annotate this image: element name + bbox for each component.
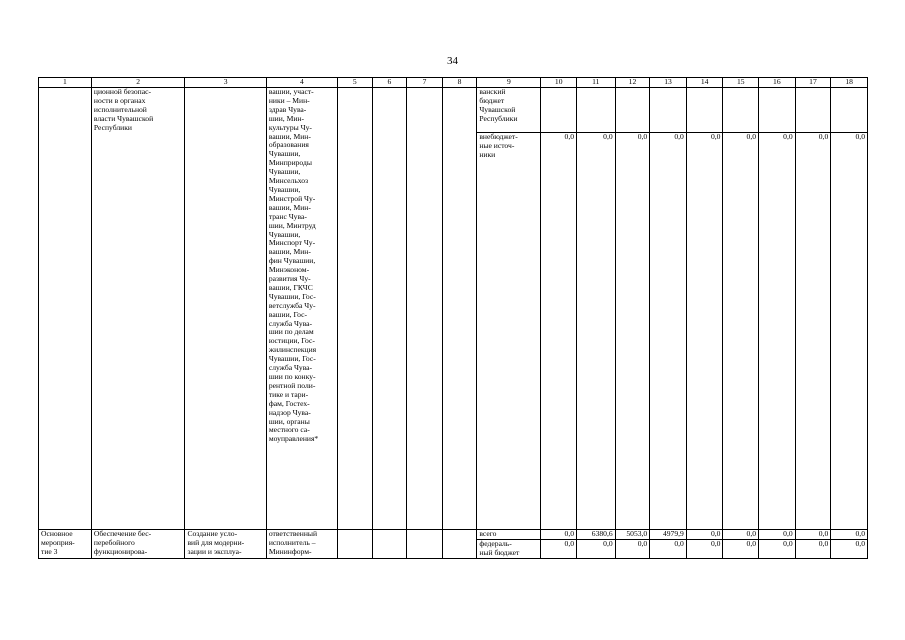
value-cell bbox=[541, 133, 577, 530]
value-cell bbox=[577, 88, 616, 133]
table-row bbox=[39, 530, 868, 540]
empty-cell bbox=[372, 530, 407, 559]
empty-cell bbox=[407, 530, 443, 559]
value-cell bbox=[686, 88, 723, 133]
value-cell bbox=[723, 88, 759, 133]
header-cell: 8 bbox=[442, 78, 477, 88]
empty-cell bbox=[442, 530, 477, 559]
header-cell: 12 bbox=[615, 78, 650, 88]
executor-cell-text: ответственный исполнитель – Мининформ- bbox=[268, 529, 318, 556]
value-cell bbox=[541, 88, 577, 133]
executor-cell-text: вашии, участ- ники – Мин- здрав Чува- шии, Мин- культуры Чу- вашии, Мин- образования Чувашии, Минприроды Чувашии, Минсельхоз Чувашии, Минстрой Чу- вашии, Мин- транс Чува- шии, Минтруд Чувашии, Минспорт Чу- вашии, Мин- фин Чувашии, Минэконом- развития Чу- вашии, ГКЧС Чувашии, Гос- ветслужба Чу- вашии, Гос- служба Чува- шии по делам юстиции, Гос- жилинспекция Чувашии, Гос- служба Чува- шии по конку- рентной поли- тике и тари- фам, Гостех- надзор Чува- шии, органы местного са- моуправления* bbox=[268, 87, 319, 444]
measure-name-cell bbox=[91, 88, 185, 530]
header-cell: 3 bbox=[185, 78, 266, 88]
value-cell bbox=[541, 530, 577, 540]
value-cell bbox=[650, 133, 687, 530]
value-cell-text: 0,0 bbox=[746, 529, 757, 538]
value-cell bbox=[759, 530, 796, 540]
header-row bbox=[39, 78, 868, 88]
value-cell-text: 0,0 bbox=[818, 539, 829, 548]
value-cell bbox=[831, 530, 868, 540]
value-cell-text: 0,0 bbox=[783, 132, 793, 141]
value-cell-text: 0,0 bbox=[674, 132, 684, 141]
value-cell bbox=[759, 88, 796, 133]
executor-cell bbox=[266, 88, 337, 530]
measure-description-cell bbox=[185, 530, 266, 559]
measure-id-cell-text: Основное мероприя- тие 3 bbox=[41, 529, 75, 556]
header-cell: 15 bbox=[723, 78, 759, 88]
measure-description-cell-text: Создание усло- вий для модерни- зации и эксплуа- bbox=[187, 529, 245, 556]
value-cell bbox=[795, 530, 831, 540]
value-cell bbox=[723, 530, 759, 540]
funding-source-cell bbox=[477, 133, 541, 530]
value-cell bbox=[686, 133, 723, 530]
measure-name-cell-text: ционной безопас- ности в органах исполнительной власти Чувашской Республики bbox=[93, 87, 154, 132]
table-row bbox=[39, 88, 868, 133]
funding-source-cell-text: внебюджет- ные источ- ники bbox=[479, 132, 518, 159]
value-cell-text: 0,0 bbox=[855, 539, 865, 548]
value-cell-text: 0,0 bbox=[637, 132, 648, 141]
header-cell: 5 bbox=[338, 78, 373, 88]
value-cell-text: 0,0 bbox=[674, 539, 684, 548]
value-cell bbox=[686, 539, 723, 558]
header-cell: 1 bbox=[39, 78, 92, 88]
value-cell-text: 0,0 bbox=[818, 132, 829, 141]
value-cell bbox=[759, 133, 796, 530]
value-cell-text: 0,0 bbox=[710, 132, 721, 141]
header-cell: 16 bbox=[759, 78, 796, 88]
value-cell bbox=[577, 539, 616, 558]
header-cell: 18 bbox=[831, 78, 868, 88]
header-cell: 13 bbox=[650, 78, 687, 88]
value-cell bbox=[795, 539, 831, 558]
header-cell: 17 bbox=[795, 78, 831, 88]
value-cell bbox=[795, 133, 831, 530]
value-cell-text: 0,0 bbox=[855, 132, 865, 141]
value-cell-text: 0,0 bbox=[783, 529, 793, 538]
budget-table bbox=[38, 77, 868, 559]
header-cell: 9 bbox=[477, 78, 541, 88]
header-cell: 6 bbox=[372, 78, 407, 88]
header-cell: 2 bbox=[91, 78, 185, 88]
value-cell bbox=[831, 88, 868, 133]
value-cell bbox=[615, 88, 650, 133]
header-cell: 11 bbox=[577, 78, 616, 88]
value-cell bbox=[686, 530, 723, 540]
value-cell bbox=[615, 530, 650, 540]
value-cell-text: 0,0 bbox=[855, 529, 865, 538]
value-cell-text: 0,0 bbox=[746, 132, 757, 141]
measure-id-cell bbox=[39, 88, 92, 530]
value-cell bbox=[577, 133, 616, 530]
empty-cell bbox=[407, 88, 443, 530]
value-cell bbox=[831, 133, 868, 530]
measure-description-cell bbox=[185, 88, 266, 530]
value-cell bbox=[577, 530, 616, 540]
value-cell bbox=[831, 539, 868, 558]
measure-id-cell bbox=[39, 530, 92, 559]
funding-source-cell-text: федераль- ный бюджет bbox=[479, 539, 520, 557]
page-number: 34 bbox=[447, 55, 458, 67]
value-cell bbox=[723, 539, 759, 558]
header-cell: 14 bbox=[686, 78, 723, 88]
funding-source-cell bbox=[477, 530, 541, 540]
measure-name-cell bbox=[91, 530, 185, 559]
empty-cell bbox=[338, 88, 373, 530]
value-cell bbox=[759, 539, 796, 558]
value-cell-text: 6380,6 bbox=[591, 529, 613, 538]
funding-source-cell bbox=[477, 88, 541, 133]
value-cell bbox=[650, 539, 687, 558]
empty-cell bbox=[372, 88, 407, 530]
funding-source-cell-text: ванский бюджет Чувашской Республики bbox=[479, 87, 518, 123]
value-cell-text: 0,0 bbox=[710, 539, 721, 548]
value-cell bbox=[615, 133, 650, 530]
value-cell-text: 0,0 bbox=[783, 539, 793, 548]
value-cell-text: 0,0 bbox=[710, 529, 721, 538]
empty-cell bbox=[442, 88, 477, 530]
value-cell-text: 0,0 bbox=[564, 132, 575, 141]
value-cell-text: 0,0 bbox=[637, 539, 648, 548]
value-cell-text: 4979,9 bbox=[662, 529, 684, 538]
value-cell bbox=[615, 539, 650, 558]
value-cell bbox=[723, 133, 759, 530]
value-cell bbox=[650, 88, 687, 133]
measure-name-cell-text: Обеспечение бес- перебойного функционирова- bbox=[93, 529, 152, 556]
value-cell-text: 0,0 bbox=[746, 539, 757, 548]
value-cell bbox=[541, 539, 577, 558]
header-cell: 7 bbox=[407, 78, 443, 88]
funding-source-cell-text: всего bbox=[479, 529, 497, 538]
header-cell: 4 bbox=[266, 78, 337, 88]
value-cell-text: 5053,0 bbox=[626, 529, 648, 538]
value-cell-text: 0,0 bbox=[603, 539, 613, 548]
header-cell: 10 bbox=[541, 78, 577, 88]
funding-source-cell bbox=[477, 539, 541, 558]
value-cell bbox=[795, 88, 831, 133]
value-cell bbox=[650, 530, 687, 540]
value-cell-text: 0,0 bbox=[603, 132, 613, 141]
empty-cell bbox=[338, 530, 373, 559]
value-cell-text: 0,0 bbox=[564, 529, 575, 538]
value-cell-text: 0,0 bbox=[818, 529, 829, 538]
value-cell-text: 0,0 bbox=[564, 539, 575, 548]
executor-cell bbox=[266, 530, 337, 559]
